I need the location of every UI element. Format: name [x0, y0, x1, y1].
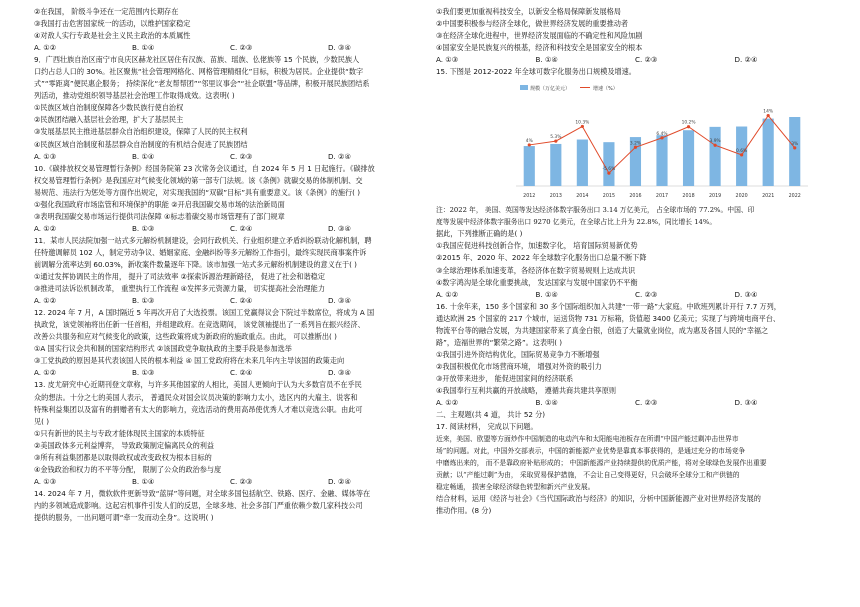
text-line: 改善公共服务和应对气候变化的政策，这些政策将成为新政府的施政重点。由此， 可以推断出( ) — [34, 332, 337, 342]
bar — [577, 140, 588, 186]
right-column — [436, 6, 834, 518]
answer-options — [34, 476, 426, 488]
text-line: 二、主观题(共 4 道， 共计 52 分) — [436, 410, 546, 420]
x-tick-label: 2015 — [602, 194, 616, 200]
text-line: ①我国引进外资结构优化，国际贸易竞争力不断增强 — [436, 349, 600, 359]
text-line: ①只有新世的民主与专政才能体现民主国家的本质特征 — [34, 428, 205, 438]
bar — [656, 135, 667, 186]
data-label: 4% — [525, 139, 533, 145]
answer-option: B. ①④ — [535, 398, 558, 408]
legend-bar-swatch — [520, 85, 528, 90]
answer-options — [34, 295, 426, 307]
text-line: 路”，造福世界的“繁荣之路”。这表明( ) — [436, 337, 563, 347]
text-line: ②中国要积极参与经济全球化，做世界经济发展的重要推动者 — [436, 19, 629, 29]
answer-option: B. ①④ — [132, 476, 155, 486]
x-tick-label: 2020 — [735, 194, 748, 200]
answer-option: A. ①② — [34, 223, 57, 233]
text-line: 通达欧洲 25 个国家的 217 个城市，运送货物 731 万标箱，货值超 3400 亿美元；实现了与跨境电商平台、 — [436, 313, 781, 323]
x-tick-label: 2022 — [788, 194, 801, 200]
data-label: 0.6% — [736, 149, 748, 155]
answer-option: B. ①④ — [132, 43, 155, 53]
chart-svg — [502, 80, 822, 202]
text-line: 权交易管理暂行条例》是我国应对气候变化领域的第一部专门法规。该《条例》就碳交易的体制机制、交 — [34, 175, 363, 185]
text-line: 13. 皮尤研究中心近期刊登文章称，与许多其他国家的人相比，美国人更倾向于认为大多数官员不在乎民 — [34, 380, 362, 390]
text-line: 见( ) — [34, 416, 49, 426]
legend-label: 规模（万亿美元） — [530, 86, 571, 93]
text-line: ③在经济全球化进程中，世界经济发展面临的不确定性和风险加剧 — [436, 31, 643, 41]
text-line: ③推进司法诉讼机制改革， 重塑执行工作流程 ④发挥多元资源力量， 切实提高社会治理能力 — [34, 284, 325, 294]
answer-options — [34, 151, 426, 163]
text-line: ④数字鸿沟是全球化重要挑战， 发达国家与发展中国家仍不平衡 — [436, 277, 638, 287]
x-tick-label: 2013 — [549, 194, 562, 200]
answer-option: C. ②③ — [635, 289, 658, 299]
answer-option: A. ①② — [34, 296, 57, 306]
digital-services-chart — [502, 80, 822, 202]
text-line: ②民族团结融入基层社会治理，扩大了基层民主 — [34, 115, 184, 125]
answer-option: B. ①③ — [132, 368, 155, 378]
data-label: 6.4% — [656, 132, 668, 138]
answer-option: C. ②③ — [230, 43, 253, 53]
text-line: ③开放带来进步， 能促进国家间的经济联系 — [436, 373, 574, 383]
data-label: 3.2% — [629, 141, 642, 147]
bar — [524, 146, 535, 186]
text-line: 11．某市人民法院加强一站式多元解纷机制建设，会同行政机关、行业组织建立矛盾纠纷联动化解机制，聘 — [34, 235, 372, 245]
x-tick-label: 2019 — [708, 194, 722, 200]
text-line: 前调解分流率达到 60.03%，新收案件数量逐年下降。该市加强一站式多元解纷机制建设的意义在于( ) — [34, 259, 357, 269]
text-line: 15. 下图是 2012-2022 年全球可数字化服务出口规模及增速。 — [436, 67, 636, 77]
data-label: 5.3% — [550, 135, 562, 141]
data-label: 14% — [763, 109, 774, 115]
answer-option: B. ①④ — [535, 289, 558, 299]
answer-option: D. ③④ — [328, 368, 351, 378]
answer-option: C. ②③ — [635, 55, 658, 65]
text-line: 近来，美国、欧盟等方面炒作中国制造的电动汽车和太阳能电池板存在所谓“中国产能过剩冲击世界市 — [436, 435, 739, 444]
bar — [603, 142, 614, 186]
text-line: ①我们要更加重视科技安全，以新安全格局保障新发展格局 — [436, 7, 621, 16]
answer-option: A. ①③ — [34, 151, 57, 161]
text-line: 提供的服务，一出问题可谓“牵一发而动全身”。这说明( ) — [34, 512, 214, 522]
bar — [789, 117, 800, 186]
text-line: ④我国奉行互利共赢的开放战略， 遵循共商共建共享原则 — [436, 385, 617, 395]
text-line: ①通过发挥协调民主的作用， 提升了司法效率 ②探索诉源治理新路径， 促进了社会和谐稳定 — [34, 272, 325, 282]
answer-option: B. ①④ — [535, 55, 558, 65]
legend-label: 增速（%） — [593, 86, 618, 93]
text-line: 结合材料，运用《经济与社会》《当代国际政治与经济》的知识，分析中国新能源产业对世界经济发展的 — [436, 494, 761, 504]
text-line: ②我国积极优化市场营商环境， 增强对外资的吸引力 — [436, 361, 602, 371]
answer-options — [436, 54, 834, 66]
text-line: 执政党，该党领袖将出任新一任首相，并组建政府。在竞选期间， 该党领袖提出了一系列旨在振兴经济、 — [34, 320, 365, 330]
text-line: 度等发展中经济体数字服务出口 9270 亿美元，在全球占比上升为 22.8%，同比增长 14%。 — [436, 218, 717, 227]
answer-options — [34, 223, 426, 235]
answer-option: D. ③④ — [734, 398, 758, 408]
answer-option: D. ②④ — [328, 151, 351, 161]
text-line: ①A 国实行议会共和制的国家结构形式 ②该国政党争取执政的主要手段是参加选举 — [34, 344, 292, 354]
x-tick-label: 2021 — [762, 194, 775, 200]
text-line: 贡献；以“产能过剩”为由， 采取贸易保护措施， 不会让自己变得更好，只会破坏全球分工和产供链的 — [436, 471, 740, 480]
answer-option: B. ①④ — [132, 151, 155, 161]
text-line: ②美国政体多元利益博弈， 导致政策制定偏离民众的利益 — [34, 440, 215, 450]
x-tick-label: 2012 — [523, 194, 536, 200]
text-line: 9．广西壮族自治区南宁市良庆区赫龙社区居住有汉族、苗族、瑶族、仫佬族等 15 个民族，少数民族人 — [34, 55, 360, 65]
text-line: ③工党执政的原因是其代表该国人民的根本利益 ④ 国工党政府将在未来几年内主导该国的政策走向 — [34, 356, 345, 366]
text-line: 稳定畅通， 损害全球经济绿色转型和新兴产业发展。 — [436, 483, 595, 492]
text-line: ④金钱政治和权力的不平等分配， 限制了公众的政治参与度 — [34, 464, 222, 474]
text-line: 场”的问题。对此，中国外交部表示，中国的新能源产业优势是靠真本事获得的，是通过充分的市场竞争 — [436, 447, 746, 456]
text-line: 特殊利益集团以及富有的捐赠者有太大的影响力，竞选活动的费用高昂使优秀人才难以竞选公职。由此可 — [34, 404, 363, 414]
bar — [710, 127, 721, 186]
answer-option: A. ①② — [436, 398, 459, 408]
bar — [683, 130, 694, 186]
answer-option: A. ①② — [34, 368, 57, 378]
text-line: 内的多领域造成影响。这起宕机事件引发人们的反思，全球多地、社会多部门严重依赖少数几家科技公司 — [34, 500, 363, 510]
answer-option: C. ②④ — [230, 368, 253, 378]
text-line: 17. 阅读材料， 完成以下问题。 — [436, 422, 538, 432]
text-line: ③我国打击危害国家统一的活动，以维护国家稳定 — [34, 19, 191, 29]
text-line: 口约占总人口的 30%。社区聚焦“社会管理网格化、网格管理精细化”目标，积极为居民。企业提供“数字 — [34, 67, 364, 77]
answer-options — [436, 397, 834, 409]
answer-option: C. ②③ — [230, 151, 253, 161]
answer-options — [34, 367, 426, 379]
right-top-block — [436, 6, 834, 78]
data-label: 3% — [791, 142, 799, 148]
bar — [550, 144, 561, 186]
text-line: 注：2022 年， 美国、英国等发达经济体数字服务出口 3.14 万亿美元， 占全球市场的 77.2%。中国、印 — [436, 206, 755, 215]
answer-option: D. ③④ — [328, 43, 351, 53]
text-line: 据此，下列推断正确的是( ) — [436, 229, 523, 239]
text-line: 推动作用。(8 分) — [436, 506, 492, 516]
text-line: 列活动，推动党组织领导基层社会治理工作取得成效。这表明( ) — [34, 91, 235, 101]
data-label: -5.6% — [602, 167, 616, 173]
answer-option: D. ③④ — [734, 289, 758, 299]
answer-options — [436, 289, 834, 301]
text-line: 任特邀调解员 102 人，制定劳动争议、婚姻家庭、金融纠纷等多元解纷工作指引，最终实现民商事案件诉 — [34, 247, 367, 257]
text-line: 物流平台等的融合发展，为共建国家带来了真金白银，创造了大量就业岗位，成为惠及各国人民的“幸福之 — [436, 325, 769, 335]
answer-option: D. ③④ — [328, 296, 351, 306]
answer-option: A. ①② — [34, 43, 57, 53]
answer-option: C. ②④ — [230, 296, 253, 306]
text-line: ④国家安全是民族复兴的根基，经济和科技安全是国家安全的根本 — [436, 43, 643, 53]
text-line: ④民族区域自治制度和基层群众自治制度的有机结合促进了民族团结 — [34, 139, 248, 149]
answer-option: B. ①③ — [132, 223, 155, 233]
data-label: 10.2% — [681, 121, 696, 127]
left-column — [34, 6, 426, 524]
bar — [763, 119, 774, 186]
text-line: ①民族区域自治制度保障各少数民族行使自治权 — [34, 103, 184, 113]
x-tick-label: 2016 — [629, 194, 642, 200]
text-line: 式”“零距离”便民惠企服务； 持续深化“老友帮帮团”“邻里议事会”“社企联盟”等品牌，积极开展民族团结系 — [34, 79, 370, 89]
text-line: ②2015 年、2020 年、2022 年全球数字化服务出口总量不断下降 — [436, 253, 647, 263]
text-line: 众的想法。十分之七的美国人表示， 普通民众对国会议员决策的影响力太小，选区内的大雇主、说客和 — [34, 392, 358, 402]
answer-option: D. ③④ — [328, 223, 351, 233]
answer-option: A. ①③ — [436, 55, 459, 65]
text-line: ③全球治理体系加速变革，各经济体在数字贸易规则上达成共识 — [436, 265, 636, 275]
text-line: ③发展基层民主推进基层群众自治组织建设，保障了人民的民主权利 — [34, 127, 248, 137]
text-line: ①我国应促进科技创新合作，加速数字化， 培育国际贸易新优势 — [436, 241, 638, 251]
text-line: 12. 2024 年 7 月，A 国时隔近 5 年再次开启了大选投票。该国工党赢得议会下院过半数席位，将成为 A 国 — [34, 308, 375, 318]
text-line: ④对敌人实行专政是社会主义民主政治的本质属性 — [34, 31, 191, 41]
answer-option: A. ①③ — [34, 476, 57, 486]
text-line: 16. 十余年来，150 多个国家和 30 多个国际组织加入共建“一带一路”大家庭。中欧班列累计开行 7.7 万列， — [436, 301, 781, 311]
text-line: ②在我国， 阶级斗争还在一定范围内长期存在 — [34, 7, 179, 16]
data-label: 10.3% — [575, 120, 590, 126]
data-label: 3.9% — [709, 139, 721, 145]
text-line: 14. 2024 年 7 月，微软软件更新导致“蓝屏”等问题，对全球多国包括航空、铁路、医疗、金融、媒体等在 — [34, 488, 371, 498]
answer-option: C. ②③ — [635, 398, 658, 408]
answer-option: C. ②③ — [230, 476, 253, 486]
answer-option: A. ①② — [436, 289, 459, 299]
text-line: ③表明我国碳交易市场运行提供司法保障 ④标志着碳交易市场管理有了部门规章 — [34, 211, 285, 221]
x-tick-label: 2017 — [655, 194, 669, 200]
answer-option: B. ①③ — [132, 296, 155, 306]
answer-option: D. ②④ — [328, 476, 351, 486]
answer-option: C. ②④ — [230, 223, 253, 233]
text-line: 易规范、违法行为惩处等方面作出规定，对实现我国的“双碳”目标”具有重要意义。该《条例》的施行( ) — [34, 187, 360, 197]
text-line: 10.《碳排放权交易管理暂行条例》经国务院第 23 次常务会议通过，自 2024 年 5 月 1 日起施行。《碳排放 — [34, 163, 375, 173]
text-line: ①强化我国政府市场监管和环境保护的职能 ②开启我国碳交易市场的法治新局面 — [34, 199, 285, 209]
answer-options — [34, 42, 426, 54]
answer-option: D. ②④ — [734, 55, 758, 65]
right-bottom-block — [436, 204, 834, 517]
x-tick-label: 2014 — [576, 194, 589, 200]
text-line: 中磨炼出来的， 而不是靠政府补贴形成的； 中国新能源产业持续提供的优质产能，将对全球绿色发展作出重要 — [436, 459, 767, 468]
x-tick-label: 2018 — [682, 194, 695, 200]
text-line: ③所有利益集团都是以取得政权或改变政权为根本目标的 — [34, 452, 212, 462]
